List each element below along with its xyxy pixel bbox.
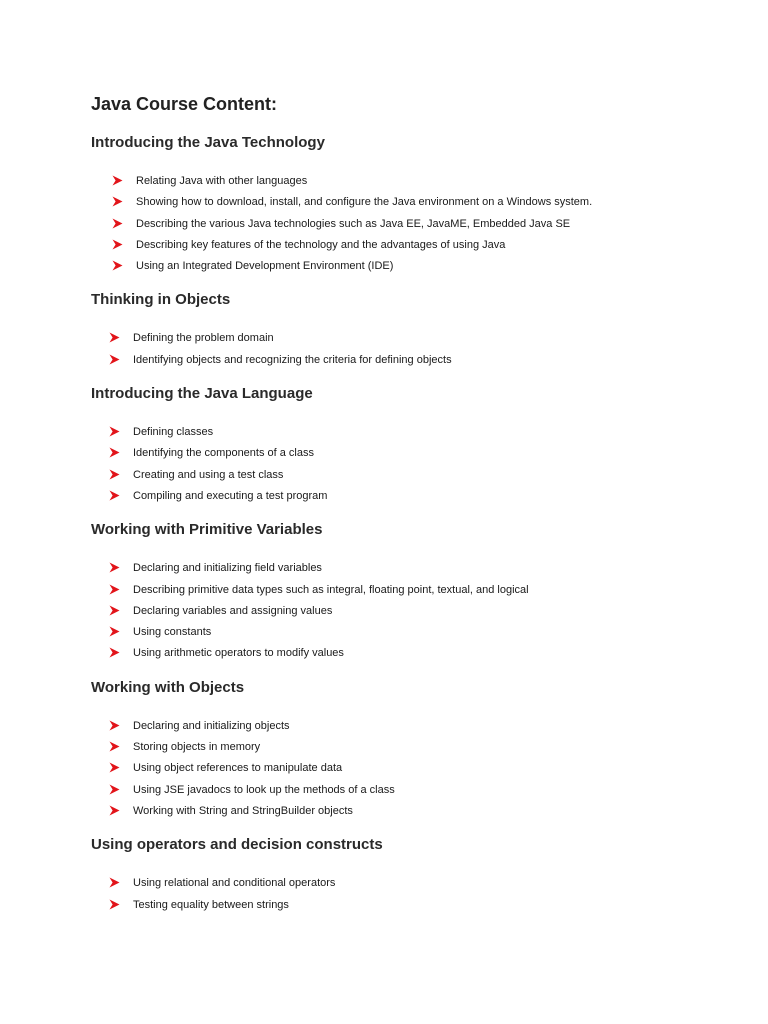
section-heading: Thinking in Objects xyxy=(91,291,231,309)
list-item-text: Using constants xyxy=(133,626,212,639)
list-item xyxy=(91,604,728,625)
list-item xyxy=(91,625,728,646)
section-heading: Using operators and decision constructs xyxy=(91,836,383,854)
list-item-text: Relating Java with other languages xyxy=(136,175,308,187)
list-item-text: Storing objects in memory xyxy=(133,741,261,754)
document-title: Java Course Content: xyxy=(91,94,278,114)
list-item xyxy=(91,331,728,352)
section xyxy=(91,385,728,510)
list-item-text: Testing equality between strings xyxy=(133,898,289,911)
list-item-text: Defining classes xyxy=(133,426,214,439)
bullet-list xyxy=(91,561,728,667)
list-item-text: Describing key features of the technology and the advantages of using Java xyxy=(136,238,506,251)
list-item-text: Declaring and initializing field variables xyxy=(133,562,322,575)
list-item xyxy=(91,259,728,280)
list-item xyxy=(91,561,728,582)
bullet-list xyxy=(91,331,728,374)
list-item xyxy=(91,804,728,825)
list-item xyxy=(91,761,728,782)
list-item xyxy=(91,468,728,489)
list-item xyxy=(91,238,728,259)
list-item xyxy=(91,876,728,897)
section xyxy=(91,134,728,280)
section-heading: Working with Primitive Variables xyxy=(91,521,323,539)
list-item-text: Declaring variables and assigning values xyxy=(133,604,333,617)
list-item-text: Using relational and conditional operators xyxy=(133,877,336,890)
red-arrowhead-icon xyxy=(109,805,120,816)
bullet-list xyxy=(91,425,728,510)
list-item-text: Describing the various Java technologies such as Java EE, JavaME, Embedded Java SE xyxy=(136,217,571,230)
red-arrowhead-icon xyxy=(112,239,123,250)
red-arrowhead-icon xyxy=(109,877,120,888)
red-arrowhead-icon xyxy=(109,426,120,437)
section xyxy=(91,291,728,374)
list-item-text: Using an Integrated Development Environment (IDE) xyxy=(136,260,394,273)
red-arrowhead-icon xyxy=(109,562,120,573)
list-item-text: Using object references to manipulate data xyxy=(133,762,343,775)
section xyxy=(91,521,728,667)
bullet-list xyxy=(91,719,728,825)
red-arrowhead-icon xyxy=(109,762,120,773)
list-item xyxy=(91,898,728,919)
section-heading: Working with Objects xyxy=(91,678,245,696)
list-item xyxy=(91,783,728,804)
red-arrowhead-icon xyxy=(109,626,120,637)
list-item-text: Showing how to download, install, and configure the Java environment on a Windows system. xyxy=(136,196,593,209)
list-item-text: Working with String and StringBuilder objects xyxy=(133,804,353,817)
list-item-text: Defining the problem domain xyxy=(133,332,274,345)
red-arrowhead-icon xyxy=(109,741,120,752)
list-item xyxy=(91,489,728,510)
list-item xyxy=(91,425,728,446)
list-item xyxy=(91,719,728,740)
list-item-text: Identifying the components of a class xyxy=(133,447,314,460)
list-item-text: Identifying objects and recognizing the criteria for defining objects xyxy=(133,353,452,366)
red-arrowhead-icon xyxy=(112,175,123,186)
red-arrowhead-icon xyxy=(109,584,120,595)
red-arrowhead-icon xyxy=(109,720,120,731)
list-item xyxy=(91,174,728,195)
list-item xyxy=(91,217,728,238)
red-arrowhead-icon xyxy=(109,469,120,480)
section-heading: Introducing the Java Language xyxy=(91,385,313,403)
list-item-text: Using JSE javadocs to look up the methods of a class xyxy=(133,783,395,796)
red-arrowhead-icon xyxy=(112,218,123,229)
red-arrowhead-icon xyxy=(109,899,120,910)
list-item xyxy=(91,740,728,761)
list-item xyxy=(91,446,728,467)
list-item-text: Describing primitive data types such as integral, floating point, textual, and logical xyxy=(133,583,529,596)
list-item xyxy=(91,353,728,374)
list-item xyxy=(91,646,728,667)
red-arrowhead-icon xyxy=(112,260,123,271)
list-item-text: Compiling and executing a test program xyxy=(133,489,328,502)
list-item-text: Declaring and initializing objects xyxy=(133,719,290,732)
list-item xyxy=(91,583,728,604)
red-arrowhead-icon xyxy=(109,605,120,616)
red-arrowhead-icon xyxy=(112,196,123,207)
list-item-text: Using arithmetic operators to modify values xyxy=(133,647,344,660)
red-arrowhead-icon xyxy=(109,332,120,343)
list-item-text: Creating and using a test class xyxy=(133,468,284,481)
section xyxy=(91,836,728,919)
bullet-list xyxy=(91,174,728,280)
section xyxy=(91,679,728,825)
red-arrowhead-icon xyxy=(109,784,120,795)
red-arrowhead-icon xyxy=(109,490,120,501)
sections-container xyxy=(91,134,728,919)
red-arrowhead-icon xyxy=(109,354,120,365)
bullet-list xyxy=(91,876,728,919)
list-item xyxy=(91,195,728,216)
section-heading: Introducing the Java Technology xyxy=(91,134,325,151)
red-arrowhead-icon xyxy=(109,647,120,658)
red-arrowhead-icon xyxy=(109,447,120,458)
